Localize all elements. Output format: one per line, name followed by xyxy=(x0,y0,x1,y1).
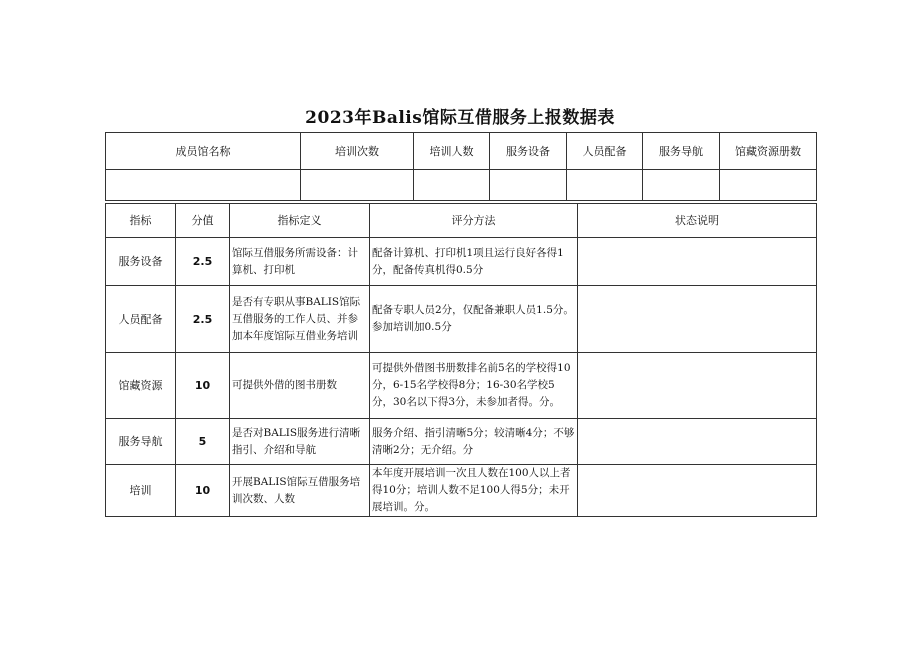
row-status[interactable] xyxy=(578,238,817,286)
header-service-navigation: 服务导航 xyxy=(643,133,720,170)
row-method: 配备专职人员2分，仅配备兼职人员1.5分。参加培训加0.5分 xyxy=(370,286,578,353)
row-method: 配备计算机、打印机1项且运行良好各得1分，配备传真机得0.5分 xyxy=(370,238,578,286)
page-title: 2023年Balis馆际互借服务上报数据表 xyxy=(305,108,615,128)
scoring-table xyxy=(105,203,817,517)
header-staffing: 人员配备 xyxy=(567,133,643,170)
header-definition: 指标定义 xyxy=(230,204,370,238)
table-row xyxy=(106,465,817,517)
row-status[interactable] xyxy=(578,353,817,419)
row-definition: 是否对BALIS服务进行清晰指引、介绍和导航 xyxy=(230,419,370,465)
cell-service-navigation[interactable] xyxy=(643,170,720,201)
report-table xyxy=(105,132,817,201)
row-definition: 开展BALIS馆际互借服务培训次数、人数 xyxy=(230,465,370,517)
row-score: 2.5 xyxy=(176,238,230,286)
header-service-equipment: 服务设备 xyxy=(490,133,567,170)
cell-training-people[interactable] xyxy=(414,170,490,201)
row-indicator: 服务设备 xyxy=(106,238,176,286)
row-definition: 可提供外借的图书册数 xyxy=(230,353,370,419)
cell-staffing[interactable] xyxy=(567,170,643,201)
cell-training-sessions[interactable] xyxy=(301,170,414,201)
row-status[interactable] xyxy=(578,465,817,517)
row-method: 本年度开展培训一次且人数在100人以上者得10分；培训人数不足100人得5分；未开展培训。分。 xyxy=(370,465,578,517)
row-score: 2.5 xyxy=(176,286,230,353)
header-status: 状态说明 xyxy=(578,204,817,238)
row-method: 服务介绍、指引清晰5分；较清晰4分；不够清晰2分；无介绍。分 xyxy=(370,419,578,465)
report-input-row xyxy=(106,170,817,201)
row-indicator: 服务导航 xyxy=(106,419,176,465)
header-method: 评分方法 xyxy=(370,204,578,238)
row-score: 10 xyxy=(176,353,230,419)
table-row xyxy=(106,286,817,353)
row-definition: 馆际互借服务所需设备：计算机、打印机 xyxy=(230,238,370,286)
report-header-row xyxy=(106,133,817,170)
row-indicator: 人员配备 xyxy=(106,286,176,353)
row-score: 5 xyxy=(176,419,230,465)
row-indicator: 馆藏资源 xyxy=(106,353,176,419)
header-indicator: 指标 xyxy=(106,204,176,238)
row-method: 可提供外借图书册数排名前5名的学校得10分，6-15名学校得8分；16-30名学校5分，30名以下得3分，未参加者得。分。 xyxy=(370,353,578,419)
row-status[interactable] xyxy=(578,419,817,465)
cell-service-equipment[interactable] xyxy=(490,170,567,201)
table-row xyxy=(106,238,817,286)
table-row xyxy=(106,353,817,419)
header-training-people: 培训人数 xyxy=(414,133,490,170)
header-collection-volumes: 馆藏资源册数 xyxy=(720,133,817,170)
header-member-library: 成员馆名称 xyxy=(106,133,301,170)
scoring-header-row xyxy=(106,204,817,238)
cell-member-library[interactable] xyxy=(106,170,301,201)
table-row xyxy=(106,419,817,465)
row-score: 10 xyxy=(176,465,230,517)
header-score: 分值 xyxy=(176,204,230,238)
row-status[interactable] xyxy=(578,286,817,353)
row-definition: 是否有专职从事BALIS馆际互借服务的工作人员、并参加本年度馆际互借业务培训 xyxy=(230,286,370,353)
cell-collection-volumes[interactable] xyxy=(720,170,817,201)
row-indicator: 培训 xyxy=(106,465,176,517)
header-training-sessions: 培训次数 xyxy=(301,133,414,170)
